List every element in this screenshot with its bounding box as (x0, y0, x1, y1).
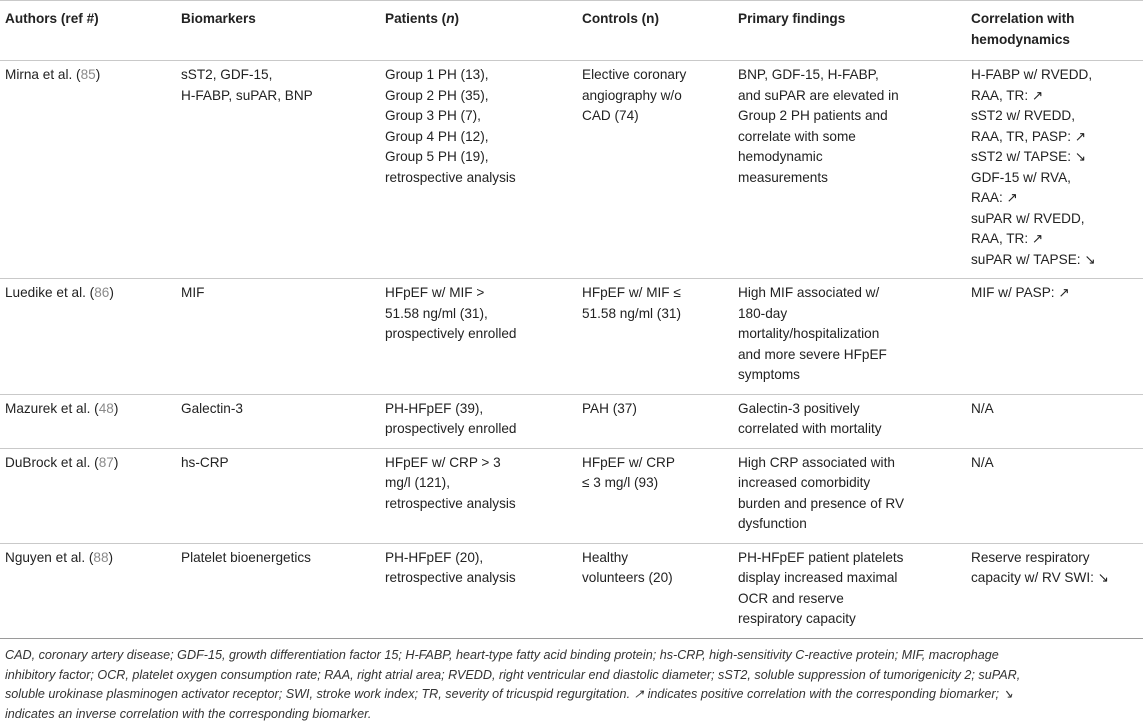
cell-biomarkers (176, 279, 380, 395)
cell-controls (577, 543, 733, 638)
author-name: Luedike et al. (5, 285, 86, 300)
footnote-line: soluble urokinase plasminogen activator receptor; SWI, stroke work index; TR, severity of tricuspid regurgitation. ↗ indicates positive correlation with the corresponding biomarker; ↘ (5, 687, 1014, 701)
cell-controls (577, 61, 733, 279)
correlation-line: GDF-15 w/ RVA, (971, 169, 1071, 185)
cell-biomarkers (176, 394, 380, 448)
cell-patients (380, 448, 577, 543)
cell-author: Mirna et al. (85) (5, 67, 101, 82)
table-row (0, 543, 1143, 638)
findings-line: increased comorbidity (738, 475, 871, 490)
cell-correlation (966, 279, 1143, 395)
cell-patients (380, 394, 577, 448)
correlation-line: Reserve respiratory (971, 549, 1090, 565)
header-findings: Primary findings (738, 11, 846, 26)
cell-author: Nguyen et al. (88) (5, 549, 114, 565)
patients-line: retrospective analysis (385, 495, 516, 511)
patients-line: 51.58 ng/ml (31), (385, 305, 488, 321)
patients-line: retrospective analysis (385, 570, 516, 585)
correlation-line: capacity w/ RV SWI: ↘ (971, 570, 1110, 585)
findings-line: display increased maximal (738, 570, 898, 585)
findings-line: hemodynamic (738, 149, 823, 164)
findings-line: 180-day (738, 305, 788, 321)
controls-line: Healthy (582, 549, 629, 565)
reference-link[interactable]: 88 (93, 549, 109, 565)
reference-link[interactable]: 48 (98, 400, 114, 416)
findings-line: burden and presence of RV (738, 495, 905, 511)
correlation-line: N/A (971, 454, 994, 470)
biomarkers-line: Platelet bioenergetics (181, 549, 311, 565)
reference-link[interactable]: 87 (98, 454, 114, 470)
findings-line: OCR and reserve (738, 590, 844, 606)
patients-line: Group 3 PH (7), (385, 108, 481, 123)
patients-line: retrospective analysis (385, 169, 516, 185)
correlation-line: RAA, TR: ↗ (971, 231, 1044, 246)
cell-patients (380, 61, 577, 279)
cell-controls (577, 279, 733, 395)
biomarkers-line: Galectin-3 (181, 400, 243, 416)
biomarkers-line: hs-CRP (181, 454, 229, 470)
header-authors: Authors (ref #) (5, 11, 99, 26)
biomarkers-line: MIF (181, 285, 205, 300)
controls-line: 51.58 ng/ml (31) (582, 305, 681, 321)
patients-line: prospectively enrolled (385, 421, 517, 436)
controls-line: PAH (37) (582, 400, 637, 416)
patients-line: prospectively enrolled (385, 326, 517, 341)
biomarkers-line: H-FABP, suPAR, BNP (181, 87, 313, 103)
findings-line: High MIF associated w/ (738, 285, 880, 300)
author-name: Nguyen et al. (5, 549, 86, 565)
controls-line: ≤ 3 mg/l (93) (582, 475, 659, 490)
correlation-line: RAA, TR, PASP: ↗ (971, 128, 1087, 144)
findings-line: mortality/hospitalization (738, 326, 880, 341)
footnote-line: CAD, coronary artery disease; GDF-15, growth differentiation factor 15; H-FABP, heart-type fatty acid binding protein; hs-CRP, high-sensitivity C-reactive protein; MIF, macrophage (5, 648, 999, 662)
correlation-line: RAA: ↗ (971, 190, 1018, 205)
header-correlation: Correlation with hemodynamics (971, 11, 1075, 47)
patients-line: Group 1 PH (13), (385, 67, 489, 82)
header-patients: Patients (n) (385, 11, 460, 26)
cell-biomarkers (176, 448, 380, 543)
patients-line: mg/l (121), (385, 475, 450, 490)
footnote-line: indicates an inverse correlation with the corresponding biomarker. (5, 706, 372, 721)
correlation-line: H-FABP w/ RVEDD, (971, 67, 1093, 82)
cell-controls (577, 394, 733, 448)
findings-line: PH-HFpEF patient platelets (738, 549, 904, 565)
cell-patients (380, 279, 577, 395)
footnote-line: inhibitory factor; OCR, platelet oxygen consumption rate; RAA, right atrial area; RVEDD, right ventricular end diastolic diameter; sST2, soluble suppression of tumorigenicity 2; suPAR, (5, 667, 1021, 682)
table-row (0, 61, 1143, 279)
cell-author: DuBrock et al. (87) (5, 454, 119, 470)
author-name: DuBrock et al. (5, 454, 91, 470)
cell-findings (733, 394, 966, 448)
cell-correlation (966, 61, 1143, 279)
cell-findings (733, 448, 966, 543)
cell-author: Luedike et al. (86) (5, 285, 114, 300)
controls-line: HFpEF w/ CRP (582, 454, 675, 470)
patients-line: HFpEF w/ MIF > (385, 285, 485, 300)
correlation-line: RAA, TR: ↗ (971, 87, 1044, 103)
reference-link[interactable]: 86 (94, 285, 110, 300)
controls-line: Elective coronary (582, 67, 687, 82)
correlation-line: MIF w/ PASP: ↗ (971, 285, 1070, 300)
cell-findings (733, 543, 966, 638)
correlation-line: suPAR w/ TAPSE: ↘ (971, 251, 1096, 267)
findings-line: BNP, GDF-15, H-FABP, (738, 67, 879, 82)
patients-line: Group 5 PH (19), (385, 149, 489, 164)
cell-biomarkers (176, 543, 380, 638)
header-biomarkers: Biomarkers (181, 11, 256, 26)
table-footnote (5, 646, 1138, 724)
header-controls: Controls (n) (582, 11, 660, 26)
cell-correlation (966, 448, 1143, 543)
findings-line: Group 2 PH patients and (738, 108, 888, 123)
findings-line: Galectin-3 positively (738, 400, 860, 416)
cell-patients (380, 543, 577, 638)
correlation-line: suPAR w/ RVEDD, (971, 210, 1085, 226)
findings-line: High CRP associated with (738, 454, 895, 470)
cell-findings (733, 279, 966, 395)
reference-link[interactable]: 85 (80, 67, 96, 82)
controls-line: angiography w/o (582, 87, 682, 103)
findings-line: dysfunction (738, 516, 807, 531)
cell-controls (577, 448, 733, 543)
header-row (0, 1, 1143, 61)
patients-line: Group 2 PH (35), (385, 87, 489, 103)
cell-author: Mazurek et al. (48) (5, 400, 119, 416)
findings-line: symptoms (738, 367, 800, 382)
cell-biomarkers (176, 61, 380, 279)
table-row (0, 394, 1143, 448)
controls-line: CAD (74) (582, 108, 639, 123)
table-row (0, 279, 1143, 395)
controls-line: HFpEF w/ MIF ≤ (582, 285, 681, 300)
cell-correlation (966, 394, 1143, 448)
table-row (0, 448, 1143, 543)
findings-line: correlate with some (738, 128, 856, 144)
controls-line: volunteers (20) (582, 570, 673, 585)
biomarkers-line: sST2, GDF-15, (181, 67, 273, 82)
findings-line: and suPAR are elevated in (738, 87, 899, 103)
cell-findings (733, 61, 966, 279)
findings-line: correlated with mortality (738, 421, 882, 436)
author-name: Mirna et al. (5, 67, 73, 82)
findings-line: respiratory capacity (738, 611, 856, 626)
findings-line: and more severe HFpEF (738, 346, 887, 362)
patients-line: PH-HFpEF (20), (385, 549, 484, 565)
author-name: Mazurek et al. (5, 400, 91, 416)
findings-line: measurements (738, 169, 828, 185)
correlation-line: sST2 w/ TAPSE: ↘ (971, 149, 1087, 164)
patients-line: Group 4 PH (12), (385, 128, 489, 144)
patients-line: HFpEF w/ CRP > 3 (385, 454, 501, 470)
correlation-line: sST2 w/ RVEDD, (971, 108, 1075, 123)
patients-line: PH-HFpEF (39), (385, 400, 484, 416)
cell-correlation (966, 543, 1143, 638)
correlation-line: N/A (971, 400, 994, 416)
